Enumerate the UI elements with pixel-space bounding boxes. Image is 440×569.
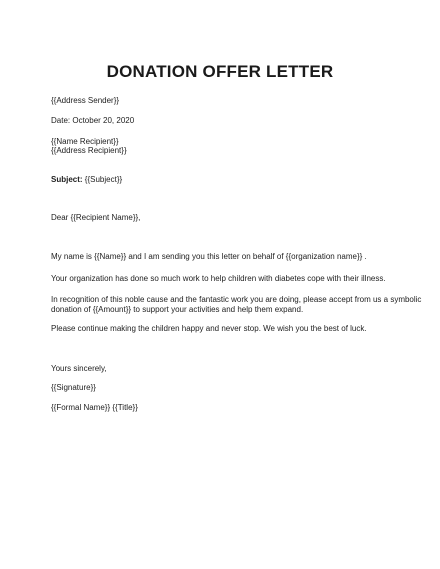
formal-name-title: {{Formal Name}} {{Title}} — [51, 403, 138, 412]
paragraph-1: My name is {{Name}} and I am sending you this letter on behalf of {{organization name}} . — [51, 252, 367, 261]
paragraph-3-line-1: In recognition of this noble cause and the fantastic work you are doing, please accept from us a symbolic — [51, 295, 422, 304]
salutation: Dear {{Recipient Name}}, — [51, 213, 141, 222]
name-recipient: {{Name Recipient}} — [51, 137, 119, 146]
signature: {{Signature}} — [51, 383, 96, 392]
address-sender: {{Address Sender}} — [51, 96, 120, 105]
paragraph-3-line-2: donation of {{Amount}} to support your activities and help them expand. — [51, 305, 304, 314]
date-line: Date: October 20, 2020 — [51, 116, 135, 125]
address-recipient: {{Address Recipient}} — [51, 146, 127, 155]
subject-line — [51, 175, 122, 185]
paragraph-4: Please continue making the children happy and never stop. We wish you the best of luck. — [51, 324, 367, 333]
subject-label: Subject: — [51, 175, 83, 184]
closing: Yours sincerely, — [51, 364, 107, 373]
page-title: DONATION OFFER LETTER — [106, 62, 334, 81]
paragraph-2: Your organization has done so much work to help children with diabetes cope with their illness. — [51, 274, 386, 283]
subject-value: {{Subject}} — [82, 175, 123, 184]
